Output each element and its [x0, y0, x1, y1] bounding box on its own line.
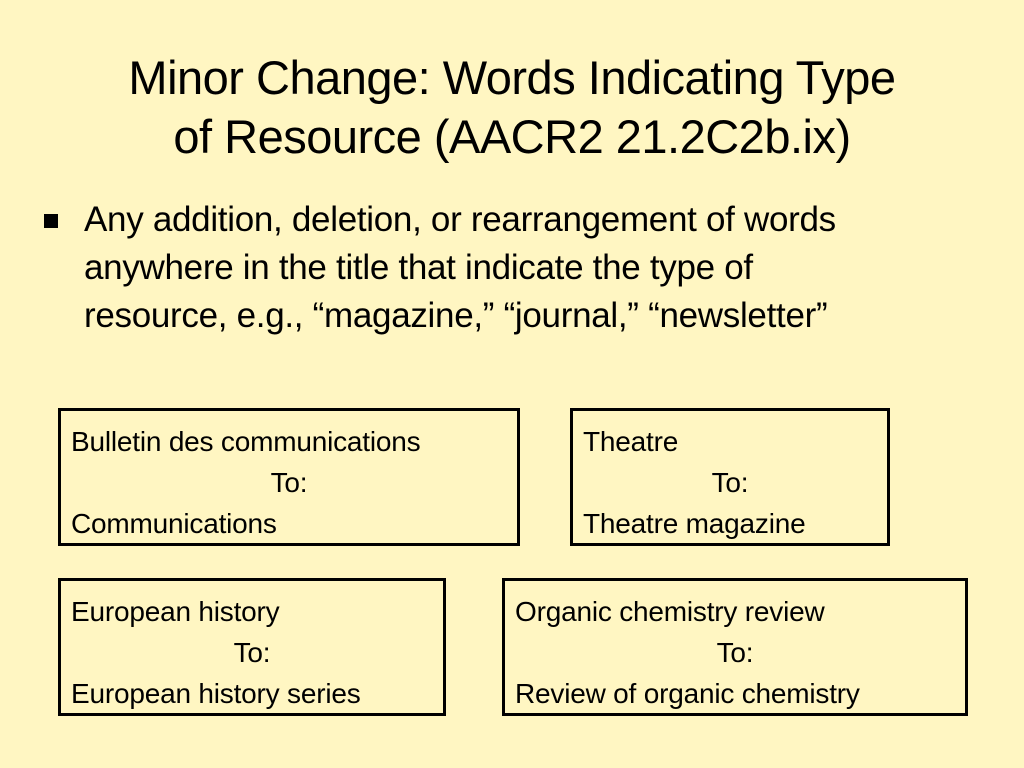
example-box-bulletin — [58, 408, 520, 546]
example-to: Theatre magazine — [583, 508, 806, 539]
example-to: Review of organic chemistry — [515, 678, 860, 709]
bullet-line-1: Any addition, deletion, or rearrangement of words — [84, 200, 836, 239]
example-from: Bulletin des communications — [71, 426, 421, 457]
bullet-text — [84, 196, 836, 340]
bullet-item — [44, 196, 984, 340]
example-box-organic-chemistry — [502, 578, 968, 716]
example-from: European history — [71, 596, 280, 627]
example-from: Theatre — [583, 426, 679, 457]
bullet-line-3: resource, e.g., “magazine,” “journal,” “newsletter” — [84, 296, 828, 335]
example-to-label: To: — [716, 637, 754, 668]
bullet-line-2: anywhere in the title that indicate the type of — [84, 248, 753, 287]
example-to: European history series — [71, 678, 361, 709]
square-bullet-icon — [44, 214, 58, 228]
example-from: Organic chemistry review — [515, 596, 825, 627]
example-to-label: To: — [711, 467, 749, 498]
example-box-theatre — [570, 408, 890, 546]
title-line-2: of Resource (AACR2 21.2C2b.ix) — [173, 110, 851, 163]
slide-title — [40, 48, 984, 166]
example-to-label: To: — [233, 637, 271, 668]
example-to-label: To: — [270, 467, 308, 498]
example-box-european-history — [58, 578, 446, 716]
title-line-1: Minor Change: Words Indicating Type — [128, 51, 896, 104]
example-to: Communications — [71, 508, 277, 539]
